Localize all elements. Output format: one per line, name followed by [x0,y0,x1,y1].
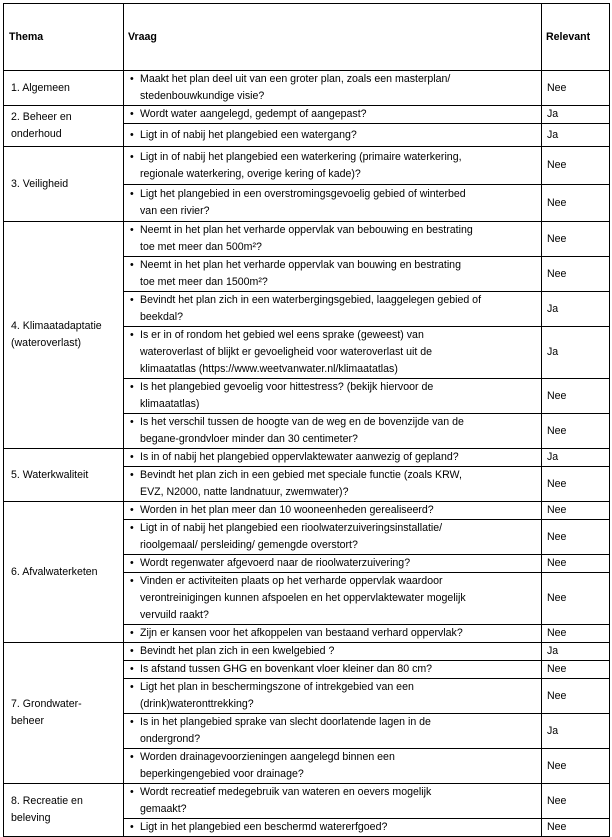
question-cell [124,625,542,643]
bullet-icon: • [130,416,134,428]
question-text: Ligt in of nabij het plangebied een waterkering (primaire waterkering, regionale waterkering, overige kering of kade)? [140,150,462,180]
relevant-cell: Ja [542,106,610,124]
question-cell [124,467,542,502]
relevant-cell: Ja [542,643,610,661]
relevant-cell: Nee [542,784,610,819]
relevant-cell: Nee [542,185,610,222]
bullet-icon: • [130,575,134,587]
table-row [4,643,610,661]
theme-cell [4,502,124,643]
relevant-cell: Nee [542,222,610,257]
theme-cell [4,643,124,784]
relevant-cell: Nee [542,520,610,555]
question-text: Is in het plangebied sprake van slecht doorlatende lagen in de ondergrond? [140,716,431,745]
bullet-icon: • [130,188,134,200]
table-body [4,71,610,837]
bullet-icon: • [130,224,134,236]
relevant-cell: Nee [542,147,610,185]
question-cell [124,257,542,292]
question-text: Worden in het plan meer dan 10 wooneenheden gerealiseerd? [140,504,434,516]
theme-cell [4,449,124,502]
theme-label: 1. Algemeen [11,81,70,94]
table-row [4,784,610,819]
bullet-icon: • [130,557,134,569]
question-text: Worden drainagevoorzieningen aangelegd binnen een beperkingengebied voor drainage? [140,751,395,780]
relevant-cell: Nee [542,749,610,784]
bullet-icon: • [130,522,134,534]
question-text: Neemt in het plan het verharde oppervlak van bouwing en bestrating toe met meer dan 1500m²? [140,259,461,288]
water-assessment-table-wrapper [3,3,610,837]
question-cell [124,147,542,185]
header-relevant: Relevant [542,4,610,71]
theme-label: 5. Waterkwaliteit [11,468,89,481]
relevant-cell: Nee [542,573,610,625]
question-text: Is er in of rondom het gebied wel eens sprake (geweest) van wateroverlast of blijkt er gevoeligheid voor wateroverlast uit de klimaatatlas (https://www.weetvanwater.nl/klimaatatlas) [140,329,433,375]
bullet-icon: • [130,716,134,728]
question-cell [124,679,542,714]
theme-label: 3. Veiligheid [11,177,69,190]
bullet-icon: • [130,821,134,833]
question-cell [124,502,542,520]
bullet-icon: • [130,259,134,271]
bullet-icon: • [130,73,134,85]
bullet-icon: • [130,451,134,463]
relevant-cell: Ja [542,449,610,467]
bullet-icon: • [130,150,134,163]
relevant-cell: Nee [542,819,610,837]
relevant-cell: Ja [542,292,610,327]
relevant-cell: Nee [542,679,610,714]
question-cell [124,379,542,414]
bullet-icon: • [130,329,134,341]
bullet-icon: • [130,108,134,120]
relevant-cell: Nee [542,625,610,643]
question-text: Bevindt het plan zich in een waterbergingsgebied, laaggelegen gebied of beekdal? [140,294,482,323]
theme-cell [4,71,124,106]
relevant-cell: Nee [542,661,610,679]
question-cell [124,555,542,573]
question-cell [124,222,542,257]
theme-label: 8. Recreatie en beleving [11,795,83,824]
question-cell [124,327,542,379]
theme-label: 6. Afvalwaterketen [11,565,98,578]
question-text: Bevindt het plan zich in een gebied met speciale functie (zoals KRW, EVZ, N2000, natte landnatuur, zwemwater)? [140,469,462,498]
water-assessment-table [3,3,610,837]
question-text: Ligt in het plangebied een beschermd watererfgoed? [140,821,388,833]
question-text: Is in of nabij het plangebied oppervlaktewater aanwezig of gepland? [140,451,459,463]
bullet-icon: • [130,469,134,481]
theme-cell [4,106,124,147]
question-cell [124,449,542,467]
question-cell [124,784,542,819]
question-cell [124,292,542,327]
header-question: Vraag [124,4,542,71]
question-text: Ligt in of nabij het plangebied een watergang? [140,128,357,141]
question-cell [124,185,542,222]
relevant-cell: Nee [542,71,610,106]
bullet-icon: • [130,645,134,657]
table-row [4,502,610,520]
question-text: Maakt het plan deel uit van een groter plan, zoals een masterplan/ stedenbouwkundige visie? [140,73,451,102]
relevant-cell: Ja [542,124,610,147]
table-row [4,106,610,124]
bullet-icon: • [130,663,134,675]
header-theme: Thema [4,4,124,71]
question-text: Zijn er kansen voor het afkoppelen van bestaand verhard oppervlak? [140,627,463,639]
question-cell [124,714,542,749]
table-row [4,147,610,185]
theme-cell [4,784,124,837]
bullet-icon: • [130,751,134,763]
question-text: Ligt het plan in beschermingszone of intrekgebied van een (drink)wateronttrekking? [140,681,414,710]
question-text: Ligt het plangebied in een overstromingsgevoelig gebied of winterbed van een rivier? [140,188,466,217]
relevant-cell: Nee [542,257,610,292]
question-cell [124,749,542,784]
table-row [4,449,610,467]
relevant-cell: Ja [542,327,610,379]
bullet-icon: • [130,786,134,798]
question-text: Vinden er activiteiten plaats op het verharde oppervlak waardoor verontreinigingen kunnen afspoelen en het oppervlaktewater mogelijk vervuild raakt? [140,575,466,621]
question-cell [124,71,542,106]
question-cell [124,124,542,147]
bullet-icon: • [130,504,134,516]
theme-cell [4,222,124,449]
bullet-icon: • [130,381,134,393]
question-text: Wordt regenwater afgevoerd naar de rioolwaterzuivering? [140,557,411,569]
question-text: Is het verschil tussen de hoogte van de weg en de bovenzijde van de begane-grondvloer minder dan 30 centimeter? [140,416,464,445]
question-cell [124,573,542,625]
relevant-cell: Nee [542,555,610,573]
question-text: Neemt in het plan het verharde oppervlak van bebouwing en bestrating toe met meer dan 500m²? [140,224,473,253]
relevant-cell: Nee [542,414,610,449]
relevant-cell: Nee [542,502,610,520]
question-text: Ligt in of nabij het plangebied een rioolwaterzuiveringsinstallatie/ rioolgemaal/ persleiding/ gemengde overstort? [140,522,443,551]
header-row [4,4,610,71]
table-row [4,222,610,257]
question-text: Bevindt het plan zich in een kwelgebied ? [140,645,335,657]
relevant-cell: Nee [542,379,610,414]
theme-label: 4. Klimaatadaptatie (wateroverlast) [11,320,102,349]
relevant-cell: Nee [542,467,610,502]
theme-label: 2. Beheer en onderhoud [11,111,72,140]
theme-cell [4,147,124,222]
bullet-icon: • [130,681,134,693]
question-cell [124,414,542,449]
question-cell [124,106,542,124]
relevant-cell: Ja [542,714,610,749]
question-text: Wordt recreatief medegebruik van wateren en oevers mogelijk gemaakt? [140,786,432,815]
bullet-icon: • [130,128,134,141]
question-cell [124,520,542,555]
bullet-icon: • [130,294,134,306]
theme-label: 7. Grondwater- beheer [11,698,82,727]
table-row [4,71,610,106]
question-text: Is afstand tussen GHG en bovenkant vloer kleiner dan 80 cm? [140,663,433,675]
question-cell [124,661,542,679]
bullet-icon: • [130,627,134,639]
question-text: Is het plangebied gevoelig voor hittestress? (bekijk hiervoor de klimaatatlas) [140,381,434,410]
question-text: Wordt water aangelegd, gedempt of aangepast? [140,108,367,120]
question-cell [124,643,542,661]
